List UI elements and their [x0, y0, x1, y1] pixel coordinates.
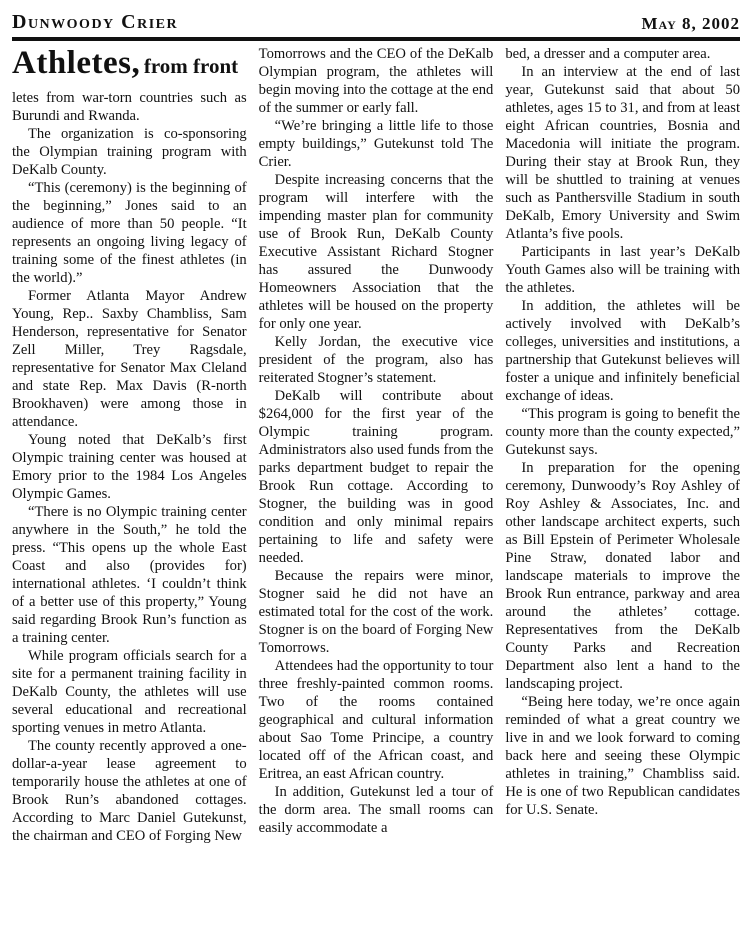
article-paragraph: Tomorrows and the CEO of the DeKalb Olympian program, the athletes will begin moving into the cottage at the end of the summer or early fall.	[258, 46, 494, 116]
masthead-rule	[12, 37, 740, 41]
article-paragraph: Attendees had the opportunity to tour three freshly-painted common rooms. Two of the rooms contained geographical and cultural information about Sao Tome Principe, a country located off of the African coast, and Eritrea, an east African country.	[258, 658, 494, 782]
article-paragraph: “This program is going to benefit the county more than the county expected,” Gutekunst says.	[505, 406, 741, 458]
article-paragraph: “There is no Olympic training center anywhere in the South,” he told the press. “This opens up the whole East Coast and also (provides for) international athletes. ‘I couldn’t think of a better use of this property,” Young said regarding Brook Run’s function as a training center.	[12, 504, 247, 646]
masthead	[12, 6, 740, 34]
article-paragraph: letes from war-torn countries such as Burundi and Rwanda.	[12, 90, 247, 124]
article-paragraph: Former Atlanta Mayor Andrew Young, Rep.. Saxby Chambliss, Sam Henderson, representative for Senator Zell Miller, Trey Ragsdale, representative for Senator Max Cleland and state Rep. Max Davis (R-north Brookhaven) were among those in attendance.	[12, 288, 247, 430]
article-column	[505, 45, 740, 845]
article-paragraph: “This (ceremony) is the beginning of the beginning,” Jones said to an audience of more than 50 people. “It represents an ongoing living legacy of training some of the finest athletes (in the world).”	[12, 180, 247, 286]
headline-text: Athletes,	[12, 45, 141, 81]
article-column	[12, 45, 247, 845]
paper-name: Dunwoody Crier	[12, 11, 179, 33]
article-paragraph: Because the repairs were minor, Stogner said he did not have an estimated total for the cost of the work. Stogner is on the board of Forging New Tomorrows.	[258, 568, 494, 656]
article-paragraph: DeKalb will contribute about $264,000 for the first year of the Olympic training program. Administrators also used funds from the parks department budget to repair the Brook Run cottage. According to Stogner, the building was in good condition and only minimal repairs pertaining to life and safety were needed.	[258, 388, 494, 566]
article-paragraph: The county recently approved a one-dollar-a-year lease agreement to temporarily house the athletes at one of Brook Run’s abandoned cottages. According to Marc Daniel Gutekunst, the chairman and CEO of Forging New	[12, 738, 247, 844]
article-paragraph: Despite increasing concerns that the program will interfere with the impending master plan for community use of Brook Run, DeKalb County Executive Assistant Richard Stogner has assured the Dunwoody Homeowners Association that the athletes will be housed on the property for only one year.	[258, 172, 494, 332]
article-paragraph: “We’re bringing a little life to those empty buildings,” Gutekunst told The Crier.	[258, 118, 494, 170]
article-paragraph: The organization is co-sponsoring the Olympian training program with DeKalb County.	[12, 126, 247, 178]
article-paragraph: In addition, the athletes will be actively involved with DeKalb’s colleges, universities and institutions, a partnership that Gutekunst believes will foster a unique and infinitely beneficial exchange of ideas.	[505, 298, 741, 404]
article-paragraph: In addition, Gutekunst led a tour of the dorm area. The small rooms can easily accommodate a	[258, 784, 494, 836]
issue-date: May 8, 2002	[641, 14, 740, 33]
article-paragraph: Young noted that DeKalb’s first Olympic training center was housed at Emory prior to the 1984 Los Angeles Olympic Games.	[12, 432, 247, 502]
article-paragraph: In preparation for the opening ceremony, Dunwoody’s Roy Ashley of Roy Ashley & Associates, Inc. and other landscape architect experts, such as Bill Epstein of Perimeter Wholesale Pine Straw, donated labor and landscape materials to improve the Brook Run entrance, parkway and area around the athletes’ cottage. Representatives from the DeKalb County Parks and Recreation Department also lent a hand to the landscaping project.	[505, 460, 741, 692]
article-paragraph: Participants in last year’s DeKalb Youth Games also will be training with the athletes.	[505, 244, 741, 296]
article-paragraph: In an interview at the end of last year, Gutekunst said that about 50 athletes, ages 15 to 31, and from at least eight African countries, Bosnia and Macedonia will initiate the program. During their stay at Brook Run, they will be shuttled to training at venues such as Panthersville Stadium in south DeKalb, Emory University and Swim Atlanta’s five pools.	[505, 64, 741, 242]
article-paragraph: While program officials search for a site for a permanent training facility in DeKalb County, the athletes will use several educational and recreational sporting venues in metro Atlanta.	[12, 648, 247, 736]
article-headline	[12, 45, 247, 87]
article-paragraph: Kelly Jordan, the executive vice president of the program, also has reiterated Stogner’s statement.	[258, 334, 494, 386]
headline-jump-label: from front	[143, 54, 239, 78]
article-column	[259, 45, 494, 845]
article-body	[12, 45, 740, 845]
article-paragraph: “Being here today, we’re once again reminded of what a great country we live in and we look forward to coming back here and seeing these Olympic athletes in training,” Chambliss said. He is one of two Republican candidates for U.S. Senate.	[505, 694, 741, 818]
article-paragraph: bed, a dresser and a computer area.	[505, 46, 711, 62]
